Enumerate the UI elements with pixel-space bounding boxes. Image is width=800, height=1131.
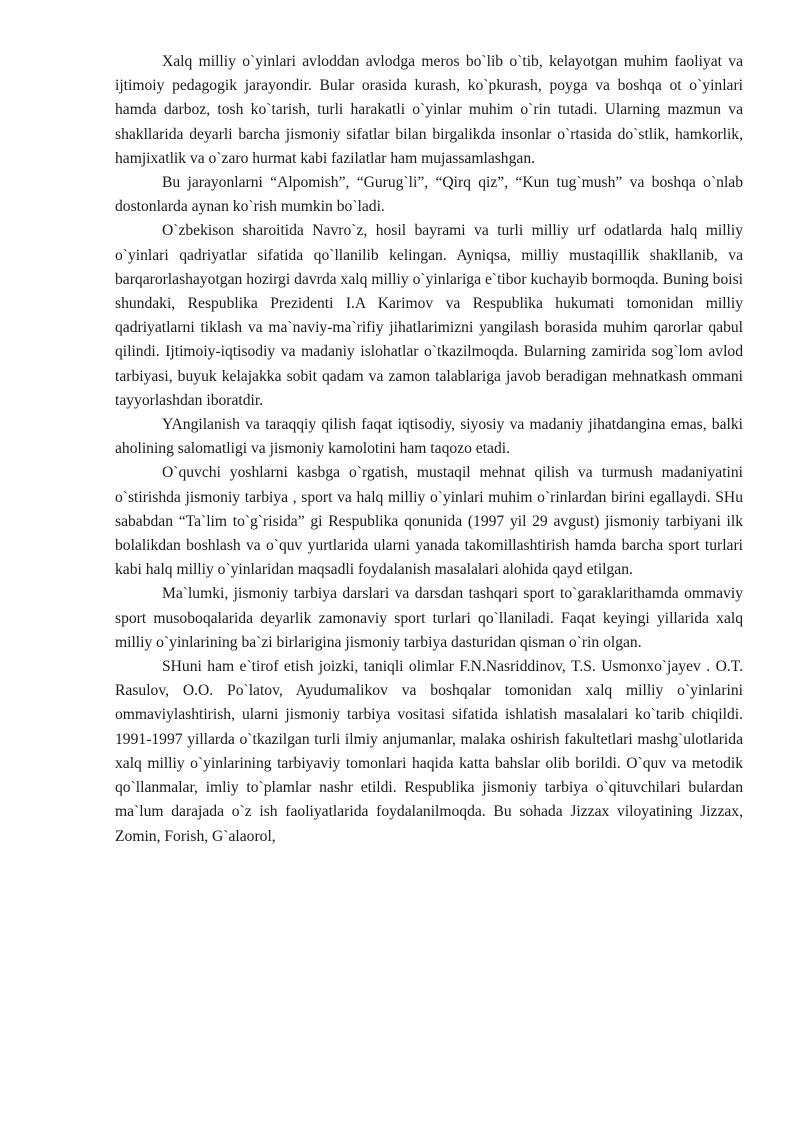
paragraph-1: Xalq milliy o`yinlari avloddan avlodga meros bo`lib o`tib, kelayotgan muhim faoliyat va ijtimoiy pedagogik jarayondir. Bular orasida kurash, ko`pkurash, poyga va boshqa ot o`yinlari hamda darboz, tosh ko`tarish, turli harakatli o`yinlar muhim o`rin tutadi. Ularning mazmun va shakllarida deyarli barcha jismoniy sifatlar bilan birgalikda insonlar o`rtasida do`stlik, hamkorlik, hamjixatlik va o`zaro hurmat kabi fazilatlar ham mujassamlashgan. [115,53,743,167]
paragraph-5: O`quvchi yoshlarni kasbga o`rgatish, mustaqil mehnat qilish va turmush madaniyatini o`stirishda jismoniy tarbiya , sport va halq milliy o`yinlari muhim o`rinlardan birini egallaydi. SHu sababdan “Ta`lim to`g`risida” gi Respublika qonunida (1997 yil 29 avgust) jismoniy tarbiyani ilk bolalikdan boshlash va o`quv yurtlarida ularni yanada takomillashtirish hamda barcha sport turlari kabi halq milliy o`yinlaridan maqsadli foydalanish masalalari alohida qayd etilgan. [115,464,743,579]
document-body [115,50,743,849]
paragraph-6: Ma`lumki, jismoniy tarbiya darslari va darsdan tashqari sport to`garaklarithamda ommaviy sport musoboqalarida deyarlik zamonaviy sport turlari qo`llaniladi. Faqat keyingi yillarida xalq milliy o`yinlarining ba`zi birlarigina jismoniy tarbiya dasturidan qisman o`rin olgan. [115,585,743,651]
paragraph-4: YAngilanish va taraqqiy qilish faqat iqtisodiy, siyosiy va madaniy jihatdangina emas, balki aholining salomatligi va jismoniy kamolotini ham taqozo etadi. [115,416,743,458]
paragraph-7: SHuni ham e`tirof etish joizki, taniqli olimlar F.N.Nasriddinov, T.S. Usmonxo`jayev . O.T. Rasulov, O.O. Po`latov, Ayudumalikov va boshqalar tomonidan xalq milliy o`yinlarini ommaviylashtirish, ularni jismoniy tarbiya vositasi sifatida ishlatish masalalari ko`tarib chiqildi. 1991-1997 yillarda o`tkazilgan turli ilmiy anjumanlar, malaka oshirish fakultetlari mashg`ulotlarida xalq milliy o`yinlarining tarbiyaviy tomonlari haqida katta bahslar olib borildi. O`quv va metodik qo`llanmalar, imliy to`plamlar nashr etildi. Respublika jismoniy tarbiya o`qituvchilari bulardan ma`lum darajada o`z ish faoliyatlarida foydalanilmoqda. Bu sohada Jizzax viloyatining Jizzax, Zomin, Forish, G`alaorol, [115,658,743,845]
paragraph-2: Bu jarayonlarni “Alpomish”, “Gurug`li”, “Qirq qiz”, “Kun tug`mush” va boshqa o`nlab dostonlarda aynan ko`rish mumkin bo`ladi. [115,174,743,216]
paragraph-3: O`zbekison sharoitida Navro`z, hosil bayrami va turli milliy urf odatlarda halq milliy o`yinlari qadriyatlar sifatida qo`llanilib kelingan. Ayniqsa, milliy mustaqillik shakllanib, va barqarorlashayotgan hozirgi davrda xalq milliy o`yinlariga e`tibor kuchayib bormoqda. Buning boisi shundaki, Respublika Prezidenti I.A Karimov va Respublika hukumati tomonidan milliy qadriyatlarni tiklash va ma`naviy-ma`rifiy jihatlarimizni yangilash borasida muhim qarorlar qabul qilindi. Ijtimoiy-iqtisodiy va madaniy islohatlar o`tkazilmoqda. Bularning zamirida sog`lom avlod tarbiyasi, buyuk kelajakka sobit qadam va zamon talablariga javob beradigan mehnatkash ommani tayyorlashdan iboratdir. [115,222,743,409]
